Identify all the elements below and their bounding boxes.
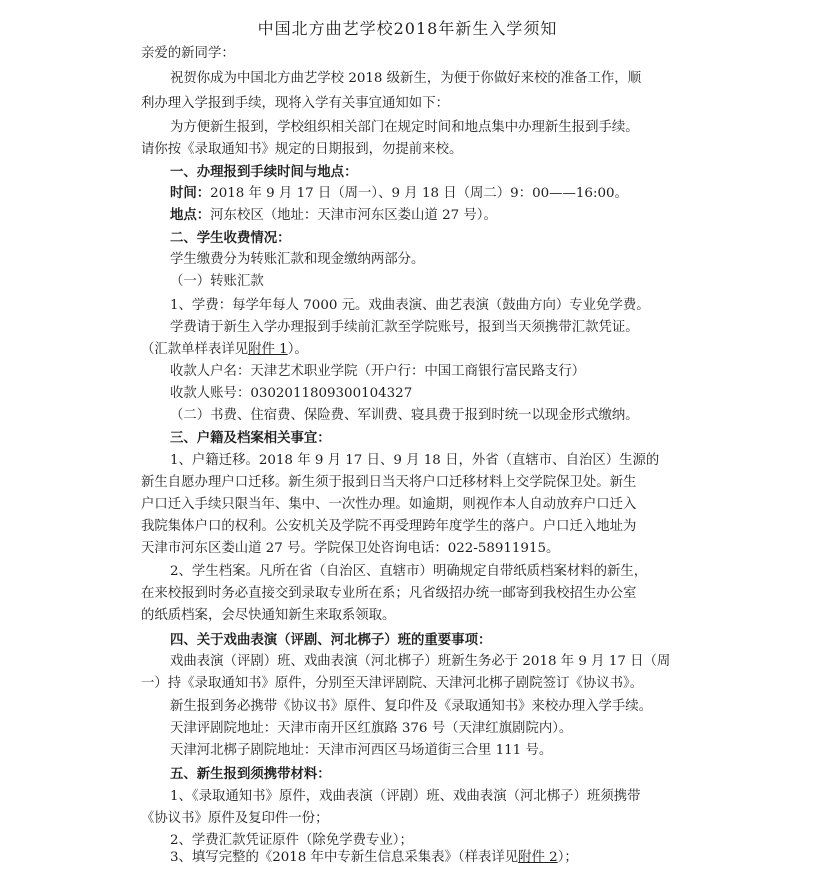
section4-line: 天津河北梆子剧院地址：天津市河西区马场道街三合里 111 号。 [170,743,553,758]
page-title: 中国北方曲艺学校2018年新生入学须知 [257,19,558,38]
section1-heading: 一、办理报到手续时间与地点： [170,164,358,180]
section2-line: （一）转账汇款 [170,274,264,289]
section5-line: 1、《录取通知书》原件，戏曲表演（评剧）班、戏曲表演（河北梆子）班须携带 [170,789,641,804]
item3-prefix: 3、填写完整的《2018 年中专新生信息采集表》（样表详见 [170,850,519,865]
section4-line: 戏曲表演（评剧）班、戏曲表演（河北梆子）班新生务必于 2018 年 9 月 17 日（周 [170,654,671,669]
intro-line: 为方便新生报到，学校组织相关部门在规定时间和地点集中办理新生报到手续。 [170,120,639,135]
section5-heading: 五、新生报到须携带材料： [170,766,331,782]
section3-line: 天津市河东区娄山道 27 号。学院保卫处咨询电话：022-58911915。 [141,541,560,556]
account-line: 收款人账号：0302011809300104327 [170,386,413,401]
greeting: 亲爱的新同学： [141,46,235,61]
cash-line: （二）书费、住宿费、保险费、军训费、寝具费于报到时统一以现金形式缴纳。 [170,408,639,423]
time-label: 时间： [170,185,211,201]
section3-heading: 三、户籍及档案相关事宜： [170,430,331,446]
time-value: 2018 年 9 月 17 日（周一）、9 月 18 日（周二）9：00——16:00。 [210,186,628,201]
section3-line: 1、户籍迁移。2018 年 9 月 17 日、9 月 18 日，外省（直辖市、自治区）生源的 [170,453,660,468]
section2-heading: 二、学生收费情况： [170,230,291,246]
place-value: 河东校区（地址：天津市河东区娄山道 27 号）。 [210,208,497,223]
section4-line: 天津评剧院地址：天津市南开区红旗路 376 号（天津红旗剧院内）。 [170,721,573,736]
place-label: 地点： [170,207,211,223]
section3-line: 的纸质档案，会尽快通知新生来取系领取。 [141,608,396,623]
section3-line: 2、学生档案。凡所在省（自治区、直辖市）明确规定自带纸质档案材料的新生， [170,564,648,579]
section4-line: 新生报到务必携带《协议书》原件、复印件及《录取通知书》来校办理入学手续。 [170,699,653,714]
section3-line: 在来校报到时务必直接交到录取专业所在系；凡省级招办统一邮寄到我校招生办公室 [141,586,637,601]
section3-line: 户口迁入手续只限当年、集中、一次性办理。如逾期，则视作本人自动放弃户口迁入 [141,497,637,512]
section2-line: 学费请于新生入学办理报到手续前汇款至学院账号，报到当天须携带汇款凭证。 [170,320,639,335]
attachment1-line [141,340,308,360]
section2-line: 学生缴费分为转账汇款和现金缴纳两部分。 [170,252,425,267]
intro-line: 祝贺你成为中国北方曲艺学校 2018 级新生，为便于你做好来校的准备工作，顺 [170,71,642,86]
attachment1-suffix: ）。 [287,342,308,357]
place-line [170,205,497,226]
item3-line [170,848,578,868]
attachment1-prefix: （汇款单样表详见 [141,342,249,357]
payee-line: 收款人户名：天津艺术职业学院（开户行：中国工商银行富民路支行） [170,364,586,379]
section3-line: 新生自愿办理户口迁移。新生须于报到日当天将户口迁移材料上交学院保卫处。新生 [141,475,637,490]
section4-heading: 四、关于戏曲表演（评剧、河北梆子）班的重要事项： [170,632,492,648]
section5-line: 《协议书》原件及复印件一份； [141,811,329,826]
section2-line: 1、学费：每学年每人 7000 元。戏曲表演、曲艺表演（鼓曲方向）专业免学费。 [170,298,650,313]
section3-line: 我院集体户口的权利。公安机关及学院不再受理跨年度学生的落户。户口迁入地址为 [141,519,637,534]
attachment1-link[interactable]: 附件 1 [248,342,288,357]
attachment2-link[interactable]: 附件 2 [518,850,558,865]
section4-line: 一）持《录取通知书》原件，分别至天津评剧院、天津河北梆子剧院签订《协议书》。 [141,676,644,691]
item3-suffix: ）； [557,850,578,865]
intro-line: 利办理入学报到手续，现将入学有关事宜通知如下： [141,96,449,111]
section5-line: 2、学费汇款凭证原件（除免学费专业）； [170,833,413,848]
intro-line: 请你按《录取通知书》规定的日期报到，勿提前来校。 [141,142,463,157]
time-line [170,183,628,204]
